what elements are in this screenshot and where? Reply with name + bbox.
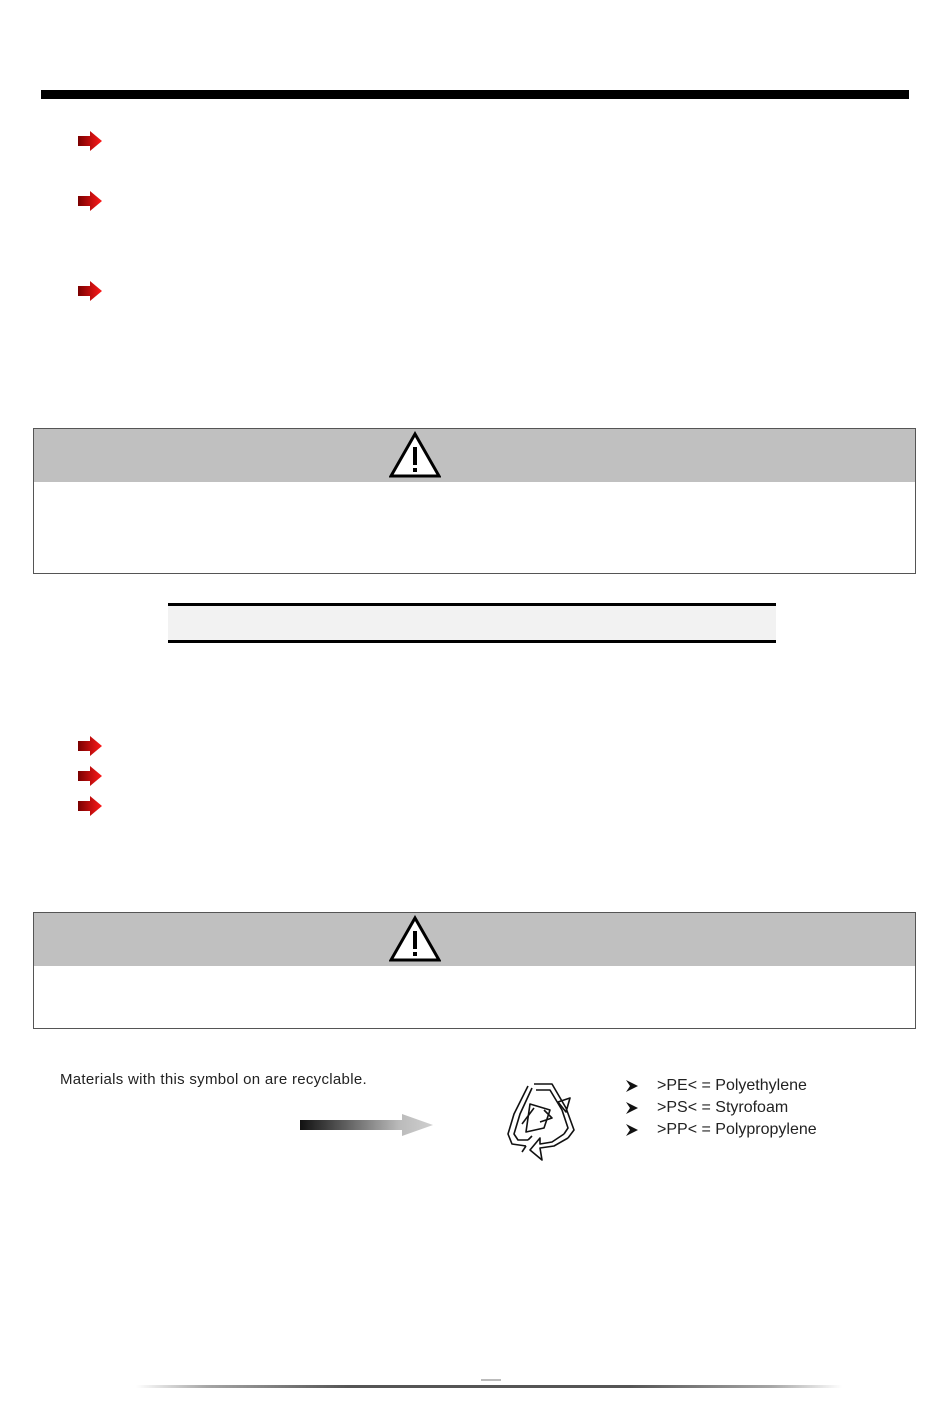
red-arrow-bullet-icon (77, 280, 103, 302)
list-item (625, 1119, 817, 1141)
gradient-arrow-icon (300, 1113, 434, 1137)
chevron-right-icon (625, 1079, 639, 1093)
red-arrow-bullet-icon (77, 130, 103, 152)
warning-triangle-icon (389, 915, 441, 963)
warning-box (33, 912, 916, 1029)
list-item (625, 1075, 817, 1097)
recycle-symbol-icon (500, 1078, 580, 1166)
red-arrow-bullet-icon (77, 765, 103, 787)
warning-header (34, 913, 915, 966)
warning-header (34, 429, 915, 482)
page-number-mark (481, 1379, 501, 1381)
footer-rule (136, 1385, 842, 1388)
warning-triangle-icon (389, 431, 441, 479)
top-rule (41, 90, 909, 99)
red-arrow-bullet-icon (77, 795, 103, 817)
material-label: >PP< = Polypropylene (657, 1121, 817, 1138)
red-arrow-bullet-icon (77, 735, 103, 757)
material-label: >PE< = Polyethylene (657, 1077, 807, 1094)
chevron-right-icon (625, 1123, 639, 1137)
warning-box (33, 428, 916, 574)
list-item (625, 1097, 817, 1119)
chevron-right-icon (625, 1101, 639, 1115)
recycle-caption: Materials with this symbol on are recyclable. (60, 1071, 367, 1088)
material-list (625, 1075, 817, 1141)
material-label: >PS< = Styrofoam (657, 1099, 789, 1116)
section-heading-bar (168, 603, 776, 643)
red-arrow-bullet-icon (77, 190, 103, 212)
